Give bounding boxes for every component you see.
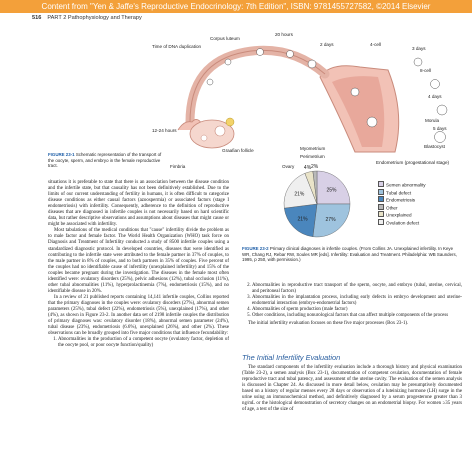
label-fimbria: Fimbria [170, 164, 186, 169]
legend-item-semen-abnormality [378, 181, 426, 189]
condition-item-3: 3. Abnormalities in the implantation process, including early defects in embryo development and uterine-endometrial interaction (embryo-endometrial factors) [252, 295, 462, 307]
label-corpus-luteum: Corpus luteum [210, 36, 240, 41]
legend-swatch [378, 181, 384, 187]
pie-label-ovulation-defect: 21% [294, 191, 305, 198]
pie-label-tubal-defect: 27% [325, 217, 336, 224]
pie-legend [378, 181, 426, 227]
label-12-24-hours: 12-24 hours [152, 128, 177, 133]
left-column-text [48, 180, 229, 349]
label-graafian-follicle: Graafian follicle [222, 148, 254, 153]
page-number: 516 [32, 15, 42, 21]
running-head [32, 15, 142, 21]
right-column-evaluation [242, 365, 462, 413]
paragraph-who-study: Most tabulations of the medical conditions that "cause" infertility divide the problem as to male factor and female factor. The World Health Organization (WHO) task force on Diagnosis and Treatment of Infertility conducted a study of 8500 infertile couples using a standardized diagnostic protocol. In developed countries, diseases that were identified as contributing to the infertile state were attributed to the female partner in 37% of couples, to the male partner in 8% of couples, and to both partners in 35% of couples. Five percent of the couples had no identifiable cause of infertility (unexplained infertility) and 15% of the couples became pregnant during the investigation. The diseases in the female most often identified were: ovulatory disorders (25%), pelvic adhesions (12%), tubal occlusion (11%), other tubal abnormalities (11%), hyperprolactinemia (7%), endometriosis (15%), and no identifiable disease in 20%. [48, 228, 229, 294]
right-column-text [242, 283, 462, 327]
legend-item-other [378, 204, 426, 212]
legend-label: Semen abnormality [386, 182, 426, 188]
label-dna-duplication: Time of DNA duplication [152, 44, 202, 49]
legend-label: Tubal defect [386, 190, 412, 196]
legend-swatch [378, 219, 384, 225]
label-2-days: 2 days [320, 42, 334, 47]
legend-label: Unexplained [386, 212, 412, 218]
conditions-list-right [242, 283, 462, 319]
legend-swatch [378, 189, 384, 195]
paragraph-collins-review: In a review of 21 published reports containing 14,141 infertile couples, Collins reported that the primary diagnoses in the couples were: ovulatory disorders (27%), abnormal semen parameters (25%), tubal defect (22%), endometriosis (5%), unexplained (17%), and other (4%), as shown in Figure 23-2. In another data set of 2198 infertile couples the distribution of primary diagnoses was: ovulatory disorder (18%), abnormal semen parameter (24%), tubal disease (23%), endometriosis (6.6%), unexplained (26%), and other (2%). These observations can be broadly grouped into five major conditions that influence fecundability: [48, 294, 229, 337]
label-ovary: Ovary [282, 164, 295, 169]
label-20-hours: 20 hours [275, 32, 293, 37]
pie-label-other: 2% [310, 163, 319, 170]
label-blastocyst: Blastocyst [424, 144, 445, 149]
legend-swatch [378, 204, 384, 210]
paragraph-causality: situations it is preferable to state that there is an association between the disease condition and the infertile state, but that causality has not been definitively established. Due to the limits of our current understanding of fertility in humans, it is often difficult to categorize disease conditions as either causal factors (azoospermia) or associated factors (stage I endometriosis) with infertility. Consequently, adherence to the definition of reproductive diseases that are diagnosed in infertile couples is not necessarily based on hard scientific data, but rather descriptive observations and assumptions about diseases that might cause or might be associated with infertility. [48, 180, 229, 228]
figure-23-2-number: FIGURE 23-2 [242, 246, 269, 251]
copyright-banner: Content from "Yen & Jaffe's Reproductive Endocrinology: 7th Edition", ISBN: 9781455727582, ©2014 Elsevier [0, 0, 472, 13]
label-myometrium: Myometrium [300, 146, 326, 151]
condition-item-5: 5. Other conditions, including nonurological factors that can affect multiple components of the process [252, 313, 462, 319]
conditions-list-left [48, 337, 229, 349]
paragraph-evaluation: The standard components of the infertility evaluation include a thorough history and physical examination (Table 23-2), a semen analysis (Box 23-1), documentation of competent ovulation, documentation of female reproductive tract and tubal patency, and assessment of the uterine cavity. The evaluation of the semen analysis is discussed in Chapter 24. As discussed in more detail below, ovulation may be presumptively documented based on a history of regular menses every 28 days or observation of a luteinizing hormone (LH) surge in the urine using an immunochemical method, and definitively diagnosed by a serum progesterone greater than 3 ng/mL or the histological demonstration of secretory changes on an endometrial biopsy. For women ≥35 years of age, a test of the size of [242, 365, 462, 413]
legend-label: Ovulation defect [386, 220, 420, 226]
part-title: PART 2 Pathophysiology and Therapy [47, 15, 142, 21]
label-5-days: 5 days [433, 126, 447, 131]
legend-item-ovulation-defect [378, 219, 426, 227]
pie-label-endometriosis: 21% [297, 216, 308, 223]
pie-label-unexplained: 4% [303, 164, 312, 171]
label-morula: Morula [425, 118, 440, 123]
label-perimetrium: Perimetrium [300, 154, 325, 159]
legend-item-unexplained [378, 211, 426, 219]
legend-swatch [378, 211, 384, 217]
legend-item-endometriosis [378, 196, 426, 204]
condition-item-2: 2. Abnormalities in reproductive tract transport of the sperm, oocyte, and embryo (tubal, uterine, cervical, and peritoneal factors) [252, 283, 462, 295]
label-4-cell: 4-cell [370, 42, 381, 47]
figure-23-1-caption [48, 152, 166, 169]
label-3-days: 3 days [412, 46, 426, 51]
paragraph-five-processes: The initial infertility evaluation focuses on these five major processes (Box 23-1). [248, 321, 409, 327]
legend-item-tubal-defect [378, 189, 426, 197]
reproductive-tract-figure [150, 22, 468, 172]
figure-23-2-text: Primary clinical diagnoses in infertile couples. (From Collins JA. Unexplained infertility. In Keye WR, Chang RJ, Rebar RW, Soules MR [eds]. Infertility: Evaluation and Treatment. Philadelphia: WB Saunders, 1995, p 250, with permission.) [242, 246, 457, 263]
condition-item-4: 4. Abnormalities of sperm production (male factor) [252, 307, 462, 313]
figure-23-1-text: Schematic representation of the transport of the oocyte, sperm, and embryo in the female reproductive tract. [48, 152, 162, 169]
label-endometrium: Endometrium (progestational stage) [376, 160, 450, 165]
legend-label: Other [386, 205, 398, 211]
legend-swatch [378, 196, 384, 202]
label-4-days: 4 days [428, 94, 442, 99]
pie-label-semen-abnormality: 25% [326, 187, 337, 194]
figure-23-1-number: FIGURE 23-1 [48, 152, 75, 157]
label-8-cell: 8-cell [420, 68, 431, 73]
figure-23-2-caption [242, 246, 460, 263]
legend-label: Endometriosis [386, 197, 416, 203]
condition-item-1: 1. Abnormalities in the production of a competent oocyte (ovulatory factor, depletion of the oocyte pool, or poor oocyte function/quality) [58, 337, 229, 349]
section-heading: The Initial Infertility Evaluation [242, 353, 341, 362]
